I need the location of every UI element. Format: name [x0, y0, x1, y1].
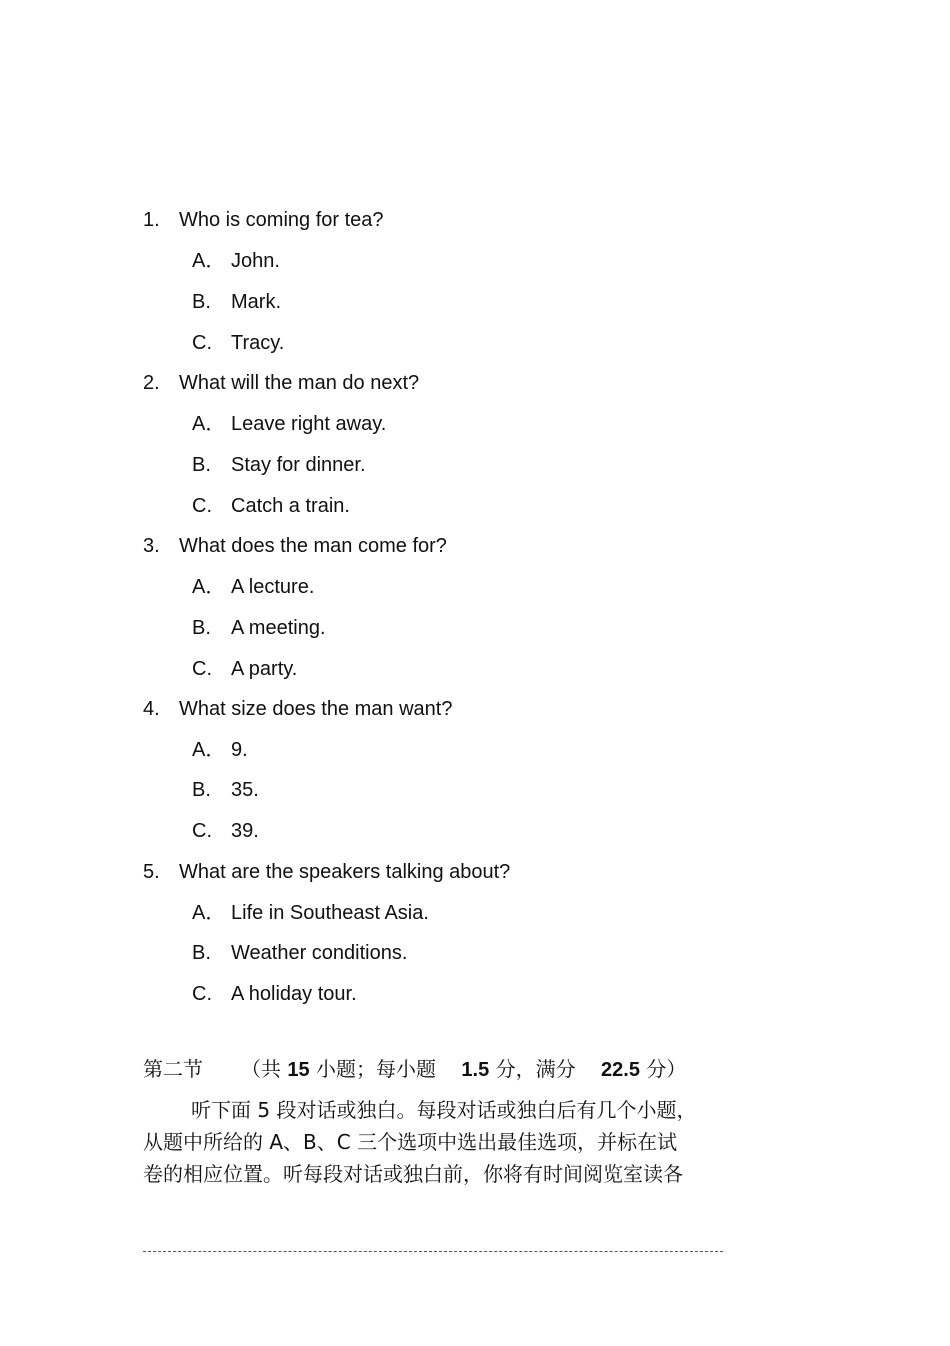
option-text: Leave right away. [231, 413, 387, 435]
option-text: A meeting. [231, 617, 326, 639]
option-2b [192, 453, 366, 477]
question-text: What are the speakers talking about? [179, 861, 511, 883]
option-letter: C. [192, 332, 212, 354]
points-per-question: 1.5 [461, 1059, 490, 1081]
option-letter: C. [192, 983, 212, 1005]
option-letter: B. [192, 617, 211, 639]
option-letter: B. [192, 291, 211, 313]
section-title: 第二节 [143, 1057, 203, 1081]
question-number: 5. [143, 861, 160, 883]
question-number: 2. [143, 372, 160, 394]
instruction-line: 从题中所给的 A、B、C 三个选项中选出最佳选项，并标在试 [143, 1130, 678, 1154]
option-letter: A． [192, 413, 226, 435]
option-letter: B. [192, 779, 211, 801]
question-5 [143, 860, 510, 884]
option-1c [192, 331, 284, 355]
option-3c [192, 657, 297, 681]
section-suffix: 分） [646, 1057, 687, 1081]
option-5c [192, 982, 357, 1006]
option-4c [192, 819, 259, 843]
question-number: 4. [143, 698, 160, 720]
option-2c [192, 494, 350, 518]
option-text: 9. [231, 739, 248, 761]
option-4b [192, 778, 259, 802]
option-4a [192, 738, 248, 762]
option-text: Life in Southeast Asia. [231, 902, 429, 924]
option-text: Weather conditions. [231, 942, 408, 964]
option-letter: B. [192, 454, 211, 476]
instruction-line: 卷的相应位置。听每段对话或独白前，你将有时间阅览室读各 [143, 1162, 683, 1186]
option-letter: C. [192, 495, 212, 517]
question-4 [143, 697, 452, 721]
question-3 [143, 534, 447, 558]
option-text: A holiday tour. [231, 983, 357, 1005]
question-number: 3. [143, 535, 160, 557]
question-text: What does the man come for? [179, 535, 447, 557]
option-5a [192, 901, 429, 925]
option-5b [192, 941, 407, 965]
option-letter: A． [192, 902, 226, 924]
option-letter: A． [192, 250, 226, 272]
total-points: 22.5 [601, 1059, 640, 1081]
question-text: Who is coming for tea? [179, 209, 384, 231]
section-instructions [143, 1094, 763, 1190]
question-number: 1. [143, 209, 160, 231]
section-per-label: 小题；每小题 [315, 1057, 436, 1081]
option-text: Tracy. [231, 332, 285, 354]
question-text: What will the man do next? [179, 372, 420, 394]
option-1b [192, 290, 281, 314]
option-letter: A． [192, 576, 226, 598]
option-letter: A． [192, 739, 226, 761]
option-3a [192, 575, 314, 599]
option-letter: B. [192, 942, 211, 964]
option-text: 39. [231, 820, 259, 842]
option-text: John. [231, 250, 280, 272]
option-letter: C. [192, 820, 212, 842]
section-prefix: （共 [241, 1057, 281, 1081]
option-text: A party. [231, 658, 298, 680]
question-2 [143, 371, 419, 395]
question-count: 15 [287, 1059, 310, 1081]
option-text: Mark. [231, 291, 281, 313]
option-1a [192, 249, 280, 273]
option-2a [192, 412, 386, 436]
instruction-line: 听下面 5 段对话或独白。每段对话或独白后有几个小题， [191, 1098, 697, 1122]
section-heading [143, 1055, 686, 1084]
option-text: A lecture. [231, 576, 315, 598]
option-text: Catch a train. [231, 495, 350, 517]
question-text: What size does the man want? [179, 698, 453, 720]
option-3b [192, 616, 326, 640]
option-text: 35. [231, 779, 259, 801]
question-1 [143, 208, 384, 232]
page-divider [143, 1251, 723, 1252]
option-text: Stay for dinner. [231, 454, 366, 476]
section-total-label: 分，满分 [495, 1057, 576, 1081]
option-letter: C. [192, 658, 212, 680]
